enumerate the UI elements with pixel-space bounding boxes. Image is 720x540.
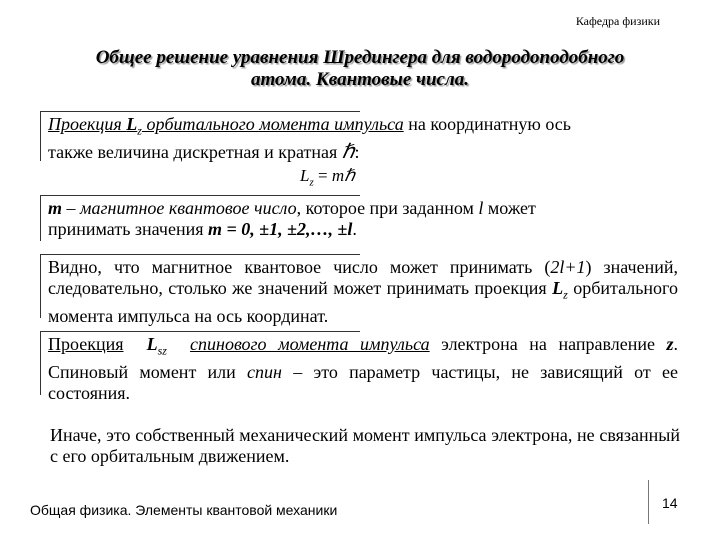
- p1-rest1: на координатную ось: [403, 114, 571, 134]
- hbar-symbol: ℏ: [341, 140, 355, 163]
- p1-colon: :: [354, 141, 360, 162]
- p1-orbital: орбитального момента импульса: [141, 114, 404, 134]
- p2-rest1: , которое при заданном: [296, 198, 479, 218]
- p3-L: L: [552, 278, 564, 298]
- p4-spin-word: спин: [247, 361, 282, 382]
- formula-lz: [300, 166, 355, 188]
- p4-spin: спинового момента импульса: [190, 334, 430, 354]
- p4-L: L: [146, 334, 158, 354]
- p4-text2: . Спиновый момент или: [48, 334, 679, 382]
- paragraph-magnetic-number: [48, 198, 688, 240]
- p3-text2: ) значений, следовательно, столько же значений может принимать проекция: [48, 257, 678, 298]
- p4-text1: электрона на направление: [429, 334, 667, 354]
- p2-l: l: [478, 198, 484, 218]
- p2-m: m: [48, 198, 63, 218]
- p2-rest3: принимать значения: [48, 219, 208, 239]
- p4-text3: – это параметр частицы, не зависящий от ее состояния.: [48, 361, 678, 403]
- p2-dash: –: [62, 198, 81, 218]
- paragraph-projection-lz: [48, 114, 696, 163]
- p4-z: z: [666, 334, 674, 354]
- p3-text3: орбитального момента импульса на ось координат.: [48, 278, 678, 326]
- formula-sub: z: [309, 176, 314, 189]
- p3-text1: Видно, что магнитное квантовое число может принимать (: [48, 257, 551, 277]
- paragraph-otherwise: Иначе, это собственный механический момент импульса электрона, не связанный с его орбитальным движением.: [50, 425, 680, 466]
- p2-magnetic: магнитное квантовое число: [80, 198, 297, 218]
- p3-expr: 2l+1: [550, 257, 586, 277]
- formula-lhs: L: [300, 166, 310, 185]
- p2-dot: .: [352, 219, 357, 239]
- slide-title: [40, 47, 680, 91]
- paragraph-values-count: [48, 257, 678, 327]
- p2-rest2: может: [483, 198, 536, 218]
- p1-proj: Проекция: [48, 114, 127, 134]
- p1-sub: z: [137, 123, 142, 138]
- paragraph-spin: [48, 334, 678, 404]
- p3-sub: z: [563, 287, 568, 302]
- title-line-2: атома. Квантовые числа.: [251, 69, 469, 90]
- formula-rhs: mℏ: [331, 166, 355, 185]
- p1-L: L: [126, 114, 138, 134]
- p1-rest2: также величина дискретная и кратная: [48, 141, 342, 162]
- department-label: Кафедра физики: [575, 14, 660, 28]
- p2-values: m = 0, ±1, ±2,…, ±l: [208, 219, 353, 239]
- footer-text: Общая физика. Элементы квантовой механики: [30, 502, 338, 518]
- page-number: 14: [662, 495, 678, 511]
- title-line-1: Общее решение уравнения Шредингера для водородоподобного: [95, 47, 625, 68]
- formula-eq: =: [313, 166, 332, 185]
- p4-proj: Проекция: [48, 334, 124, 354]
- p4-sub: sz: [157, 343, 167, 358]
